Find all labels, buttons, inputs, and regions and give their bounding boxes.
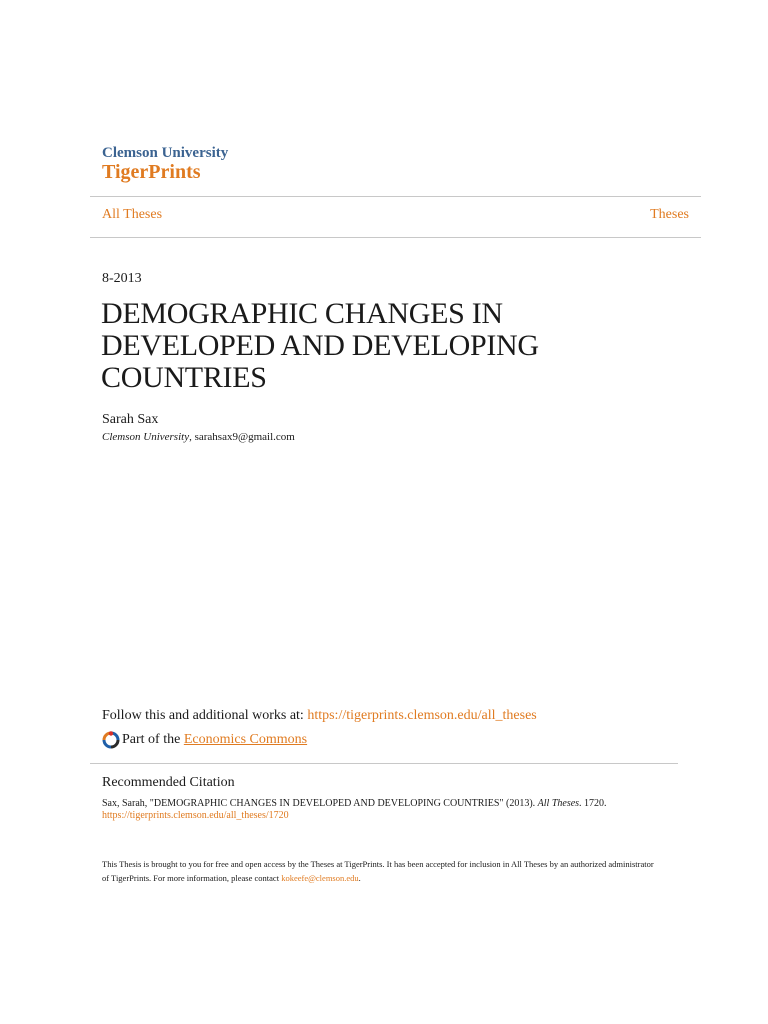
follow-prefix: Follow this and additional works at: — [102, 708, 308, 723]
citation-text-after: . 1720. — [579, 798, 607, 809]
citation-text — [102, 797, 607, 811]
network-commons-icon — [102, 731, 120, 749]
university-name: Clemson University — [102, 145, 229, 161]
thesis-title: DEMOGRAPHIC CHANGES IN DEVELOPED AND DEVELOPING COUNTRIES — [101, 297, 539, 394]
affiliation-email: , sarahsax9@gmail.com — [189, 431, 295, 443]
economics-commons-link[interactable]: Economics Commons — [183, 732, 308, 747]
part-of-prefix: Part of the — [122, 732, 181, 747]
affiliation-institution: Clemson University — [102, 431, 190, 443]
part-of-line — [102, 731, 307, 749]
top-divider — [90, 196, 701, 197]
repository-name: TigerPrints — [102, 161, 201, 183]
all-theses-url-link[interactable]: https://tigerprints.clemson.edu/all_theses — [307, 708, 537, 723]
access-notice — [102, 857, 662, 885]
citation-series: All Theses — [537, 798, 580, 809]
contact-email-link[interactable]: kokeefe@clemson.edu — [281, 873, 359, 883]
citation-divider — [90, 763, 678, 764]
author-name: Sarah Sax — [102, 412, 159, 427]
citation-heading: Recommended Citation — [102, 775, 235, 790]
publication-date: 8-2013 — [102, 271, 142, 286]
notice-text-after: . — [358, 873, 361, 883]
citation-url-link[interactable]: https://tigerprints.clemson.edu/all_theses/1720 — [102, 810, 289, 821]
author-affiliation — [102, 431, 295, 443]
all-theses-link[interactable]: All Theses — [102, 207, 163, 222]
nav-divider — [90, 237, 701, 238]
notice-text-before: This Thesis is brought to you for free and open access by the Theses at TigerPrints. It has been accepted for inclusion in All Theses by an authorized administrator of TigerPrints. For more information, please contact — [102, 859, 654, 883]
follow-line — [102, 708, 537, 724]
theses-link[interactable]: Theses — [650, 207, 689, 222]
citation-text-before: Sax, Sarah, "DEMOGRAPHIC CHANGES IN DEVELOPED AND DEVELOPING COUNTRIES" (2013). — [102, 798, 538, 809]
